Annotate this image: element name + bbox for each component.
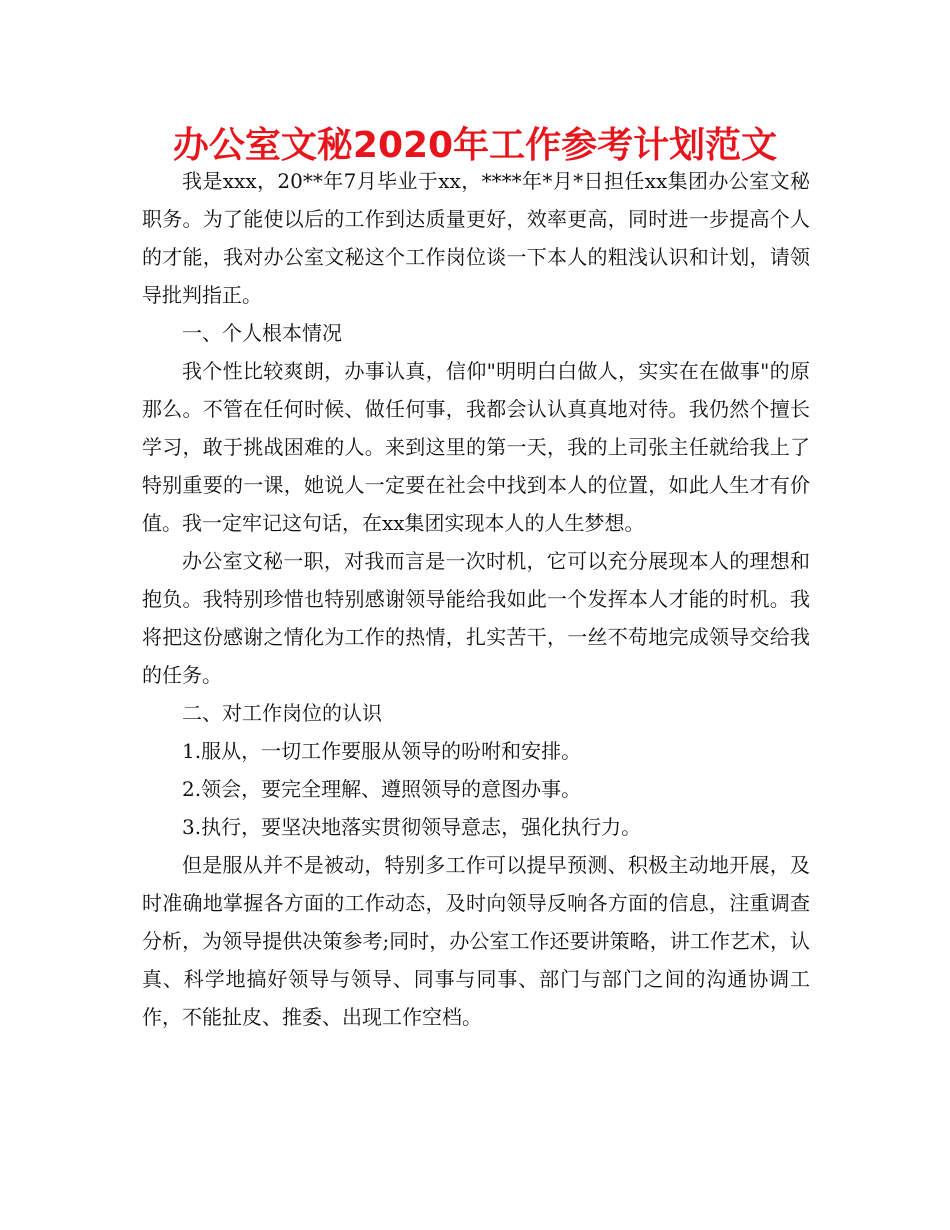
document-body [142, 162, 810, 1036]
paragraph-intro: 我是xxx，20**年7月毕业于xx，****年*月*日担任xx集团办公室文秘职务。为了能使以后的工作到达质量更好，效率更高，同时进一步提高个人的才能，我对办公室文秘这个工作岗位谈一下本人的粗浅认识和计划，请领导批判指正。 [142, 169, 810, 307]
section-heading-role: 二、对工作岗位的认识 [182, 701, 382, 725]
list-item-obey: 1.服从，一切工作要服从领导的吩咐和安排。 [182, 739, 582, 763]
list-item-understand: 2.领会，要完全理解、遵照领导的意图办事。 [182, 777, 582, 801]
section-heading-personal: 一、个人根本情况 [182, 321, 342, 345]
paragraph-personality: 我个性比较爽朗，办事认真，信仰"明明白白做人，实实在在做事"的原那么。不管在任何时候、做任何事，我都会认认真真地对待。我仍然个擅长学习，敢于挑战困难的人。来到这里的第一天，我的上司张主任就给我上了特别重要的一课，她说人一定要在社会中找到本人的位置，如此人生才有价值。我一定牢记这句话，在xx集团实现本人的人生梦想。 [142, 359, 810, 535]
paragraph-opportunity: 办公室文秘一职，对我而言是一次时机，它可以充分展现本人的理想和抱负。我特别珍惜也特别感谢领导能给我如此一个发挥本人才能的时机。我将把这份感谢之情化为工作的热情，扎实苦干，一丝不苟地完成领导交给我的任务。 [142, 549, 810, 687]
paragraph-initiative: 但是服从并不是被动，特别多工作可以提早预测、积极主动地开展，及时准确地掌握各方面的工作动态，及时向领导反响各方面的信息，注重调查分析，为领导提供决策参考;同时，办公室工作还要讲策略，讲工作艺术，认真、科学地搞好领导与领导、同事与同事、部门与部门之间的沟通协调工作，不能扯皮、推委、出现工作空档。 [142, 853, 810, 1029]
list-item-execute: 3.执行，要坚决地落实贯彻领导意志，强化执行力。 [182, 815, 642, 839]
document-title: 办公室文秘2020年工作参考计划范文 [172, 125, 778, 166]
